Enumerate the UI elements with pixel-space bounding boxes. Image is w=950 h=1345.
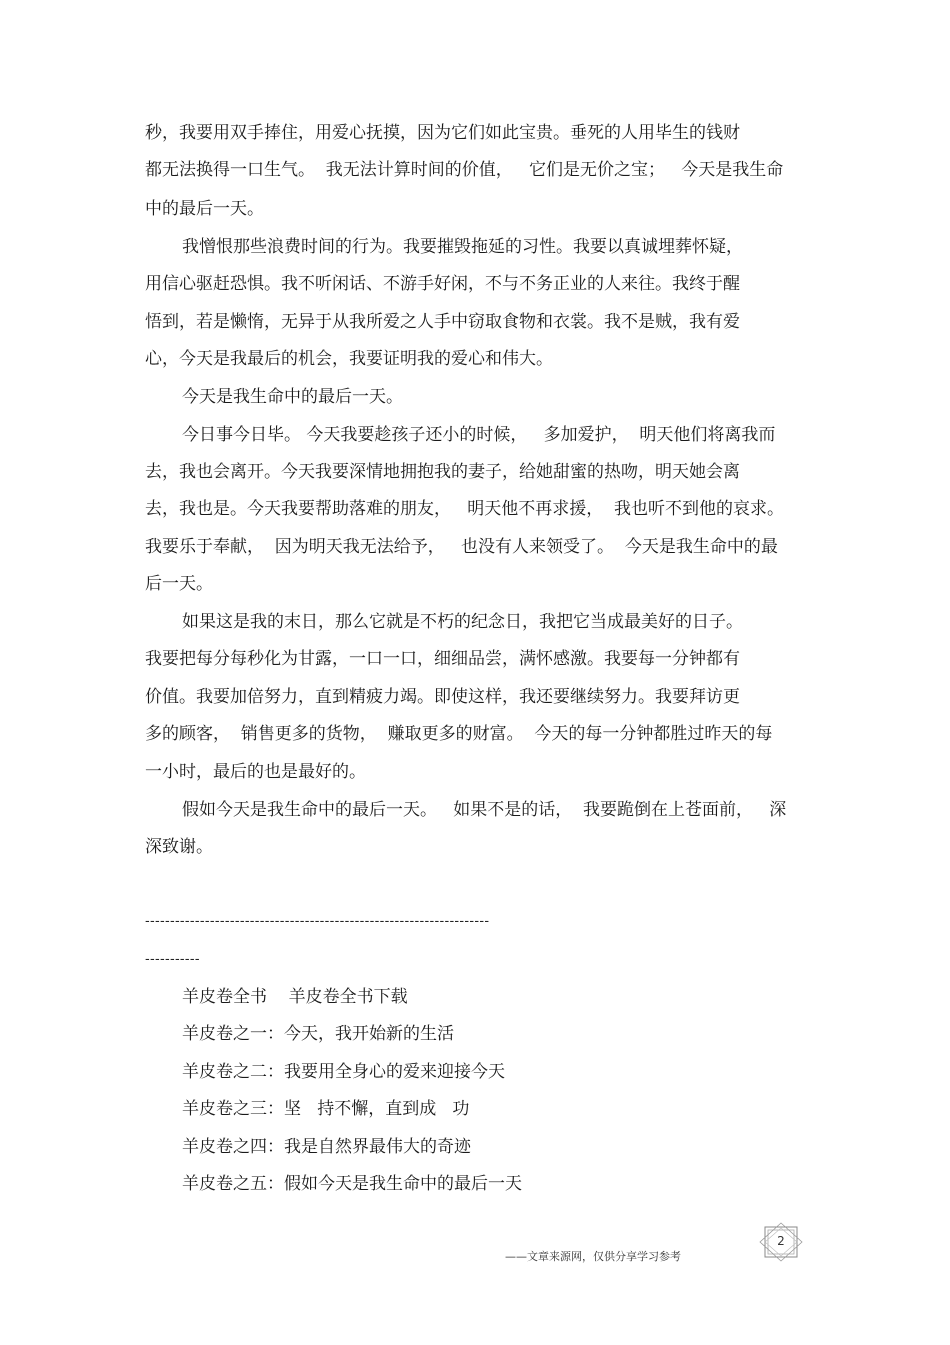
body-line: 心，今天是我最后的机会，我要证明我的爱心和伟大。 [145,349,553,369]
body-line: 中的最后一天。 [145,199,264,219]
toc-item: 羊皮卷之三：坚 持不懈，直到成 功 [182,1099,470,1119]
toc-item: 羊皮卷全书 羊皮卷全书下载 [182,987,408,1007]
dashed-divider: ----------- [145,952,200,967]
body-line: 如果这是我的末日，那么它就是不朽的纪念日，我把它当成最美好的日子。 [182,612,743,632]
body-line: 后一天。 [145,574,213,594]
body-line: 用信心驱赶恐惧。我不听闲话、不游手好闲，不与不务正业的人来往。我终于醒 [145,274,740,294]
body-line: 一小时，最后的也是最好的。 [145,762,366,782]
body-line: 去，我也是。今天我要帮助落难的朋友， 明天他不再求援， 我也听不到他的哀求。 [145,499,785,519]
body-line: 价值。我要加倍努力，直到精疲力竭。即使这样，我还要继续努力。我要拜访更 [145,687,740,707]
body-line: 秒，我要用双手捧住，用爱心抚摸，因为它们如此宝贵。垂死的人用毕生的钱财 [145,123,740,143]
body-line: 都无法换得一口生气。 我无法计算时间的价值， 它们是无价之宝； 今天是我生命 [145,160,784,180]
page-number: 2 [777,1234,785,1248]
toc-item: 羊皮卷之二：我要用全身心的爱来迎接今天 [182,1062,505,1082]
footer-source-note: ——文章来源网，仅供分享学习参考 [505,1250,681,1263]
body-line: 去，我也会离开。今天我要深情地拥抱我的妻子，给她甜蜜的热吻，明天她会离 [145,462,740,482]
body-line: 我憎恨那些浪费时间的行为。我要摧毁拖延的习性。我要以真诚埋葬怀疑， [182,237,743,257]
body-line: 今天是我生命中的最后一天。 [182,387,403,407]
toc-item: 羊皮卷之四：我是自然界最伟大的奇迹 [182,1137,471,1157]
body-line: 悟到，若是懒惰，无异于从我所爱之人手中窃取食物和衣裳。我不是贼，我有爱 [145,312,740,332]
body-line: 我要把每分每秒化为甘露，一口一口，细细品尝，满怀感激。我要每一分钟都有 [145,649,740,669]
body-line: 多的顾客， 销售更多的货物， 赚取更多的财富。 今天的每一分钟都胜过昨天的每 [145,724,773,744]
toc-item: 羊皮卷之一：今天，我开始新的生活 [182,1024,454,1044]
toc-item: 羊皮卷之五：假如今天是我生命中的最后一天 [182,1174,522,1194]
body-line: 假如今天是我生命中的最后一天。 如果不是的话， 我要跪倒在上苍面前， 深 [182,800,787,820]
body-line: 深致谢。 [145,837,213,857]
dashed-divider: --------------------------------------------------------------------- [145,914,490,929]
body-line: 今日事今日毕。 今天我要趁孩子还小的时候， 多加爱护， 明天他们将离我而 [182,425,776,445]
body-line: 我要乐于奉献， 因为明天我无法给予， 也没有人来领受了。 今天是我生命中的最 [145,537,778,557]
